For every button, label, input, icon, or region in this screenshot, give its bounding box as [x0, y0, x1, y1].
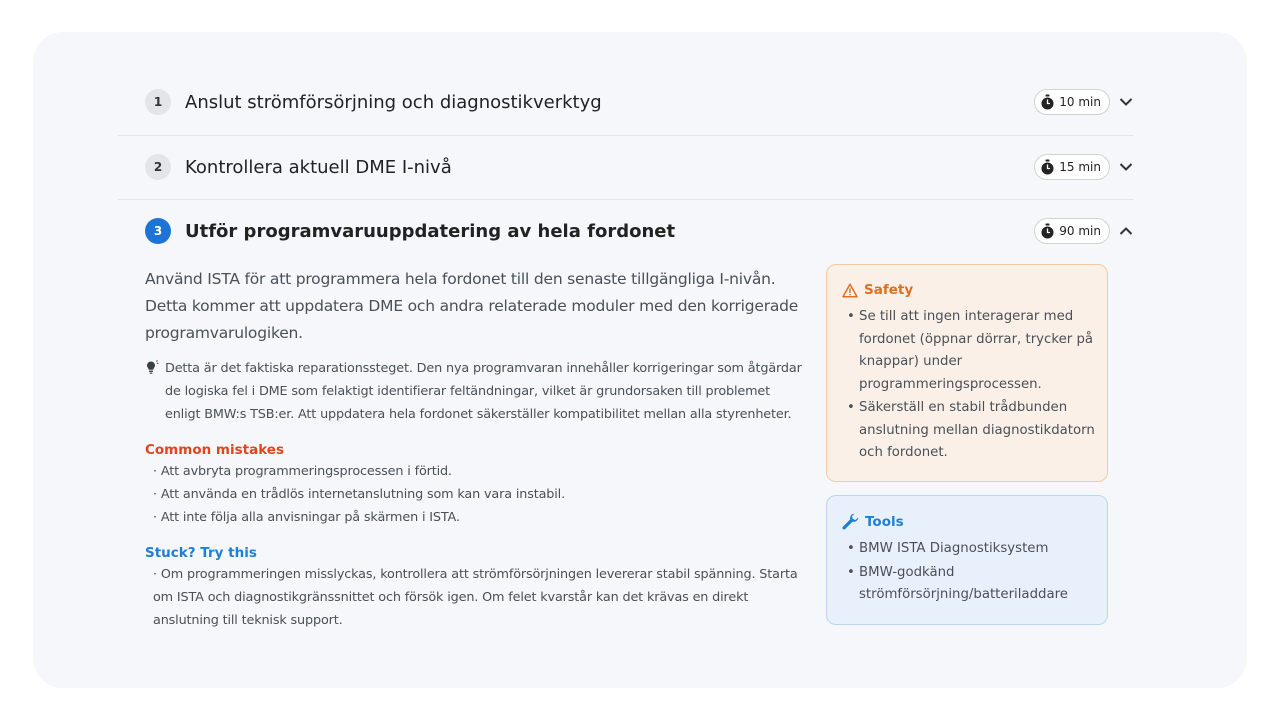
- duration-badge: [1034, 89, 1110, 115]
- stuck-label: Stuck? Try this: [145, 545, 257, 561]
- step-title: Kontrollera aktuell DME I-nivå: [185, 156, 452, 178]
- duration-text: 10 min: [1059, 95, 1101, 109]
- common-mistakes-list: [145, 460, 805, 529]
- step-number: 3: [145, 218, 171, 244]
- list-item: • Se till att ingen interagerar med fordonet (öppnar dörrar, trycker på knappar) under programmeringsprocessen.: [847, 306, 1095, 396]
- step-description: Använd ISTA för att programmera hela fordonet till den senaste tillgängliga I-nivån. Detta kommer att uppdatera DME och andra relaterade moduler med den korrigerade programvarulogiken.: [145, 270, 799, 342]
- list-item: · Att använda en trådlös internetanslutning som kan vara instabil.: [153, 483, 805, 506]
- safety-title: Safety: [864, 282, 914, 298]
- step-content: [145, 266, 805, 632]
- duration-text: 90 min: [1059, 224, 1101, 238]
- tools-header: [842, 513, 1107, 530]
- tools-list: [827, 538, 1107, 607]
- step-number: 1: [145, 89, 171, 115]
- duration-badge: [1034, 218, 1110, 244]
- list-item: • BMW-godkänd strömförsörjning/batteriladdare: [847, 562, 1095, 607]
- step-number: 2: [145, 154, 171, 180]
- stopwatch-icon: [1040, 94, 1055, 110]
- step-title: Anslut strömförsörjning och diagnostikverktyg: [185, 91, 602, 113]
- troubleshooting-steps-card: [33, 32, 1247, 688]
- tip-text: Detta är det faktiska reparationssteget. Den nya programvaran innehåller korrigeringar som åtgärdar de logiska fel i DME som felaktigt identifierar feltändningar, vilket är grundorsaken till problemet enligt BMW:s TSB:er. Att uppdatera hela fordonet säkerställer kompatibilitet mellan alla styrenheter.: [165, 361, 802, 422]
- lightbulb-icon: [145, 357, 165, 426]
- step-header-2[interactable]: [118, 135, 1134, 199]
- wrench-icon: [842, 513, 859, 530]
- tools-panel: [826, 495, 1108, 625]
- step-title: Utför programvaruuppdatering av hela fordonet: [185, 220, 676, 242]
- safety-header: [842, 282, 1107, 298]
- tip-note: [145, 357, 805, 426]
- list-item: · Att avbryta programmeringsprocessen i förtid.: [153, 460, 805, 483]
- tools-title: Tools: [865, 513, 904, 530]
- stopwatch-icon: [1040, 223, 1055, 239]
- safety-list: [827, 306, 1107, 465]
- chevron-down-icon[interactable]: [1118, 94, 1134, 110]
- common-mistakes-label: Common mistakes: [145, 442, 285, 458]
- list-item: • BMW ISTA Diagnostiksystem: [847, 538, 1095, 561]
- chevron-down-icon[interactable]: [1118, 159, 1134, 175]
- list-item: • Säkerställ en stabil trådbunden anslutning mellan diagnostikdatorn och fordonet.: [847, 397, 1095, 465]
- warning-triangle-icon: [842, 283, 858, 298]
- stuck-text: · Om programmeringen misslyckas, kontrollera att strömförsörjningen levererar stabil spänning. Starta om ISTA och diagnostikgränssnittet och försök igen. Om felet kvarstår kan det krävas en direkt anslutning till teknisk support.: [153, 567, 798, 628]
- safety-panel: [826, 264, 1108, 482]
- duration-badge: [1034, 154, 1110, 180]
- stopwatch-icon: [1040, 159, 1055, 175]
- duration-text: 15 min: [1059, 160, 1101, 174]
- chevron-up-icon[interactable]: [1118, 223, 1134, 239]
- step-header-3[interactable]: [118, 199, 1134, 263]
- list-item: · Att inte följa alla anvisningar på skärmen i ISTA.: [153, 506, 805, 529]
- step-header-1[interactable]: [118, 70, 1134, 134]
